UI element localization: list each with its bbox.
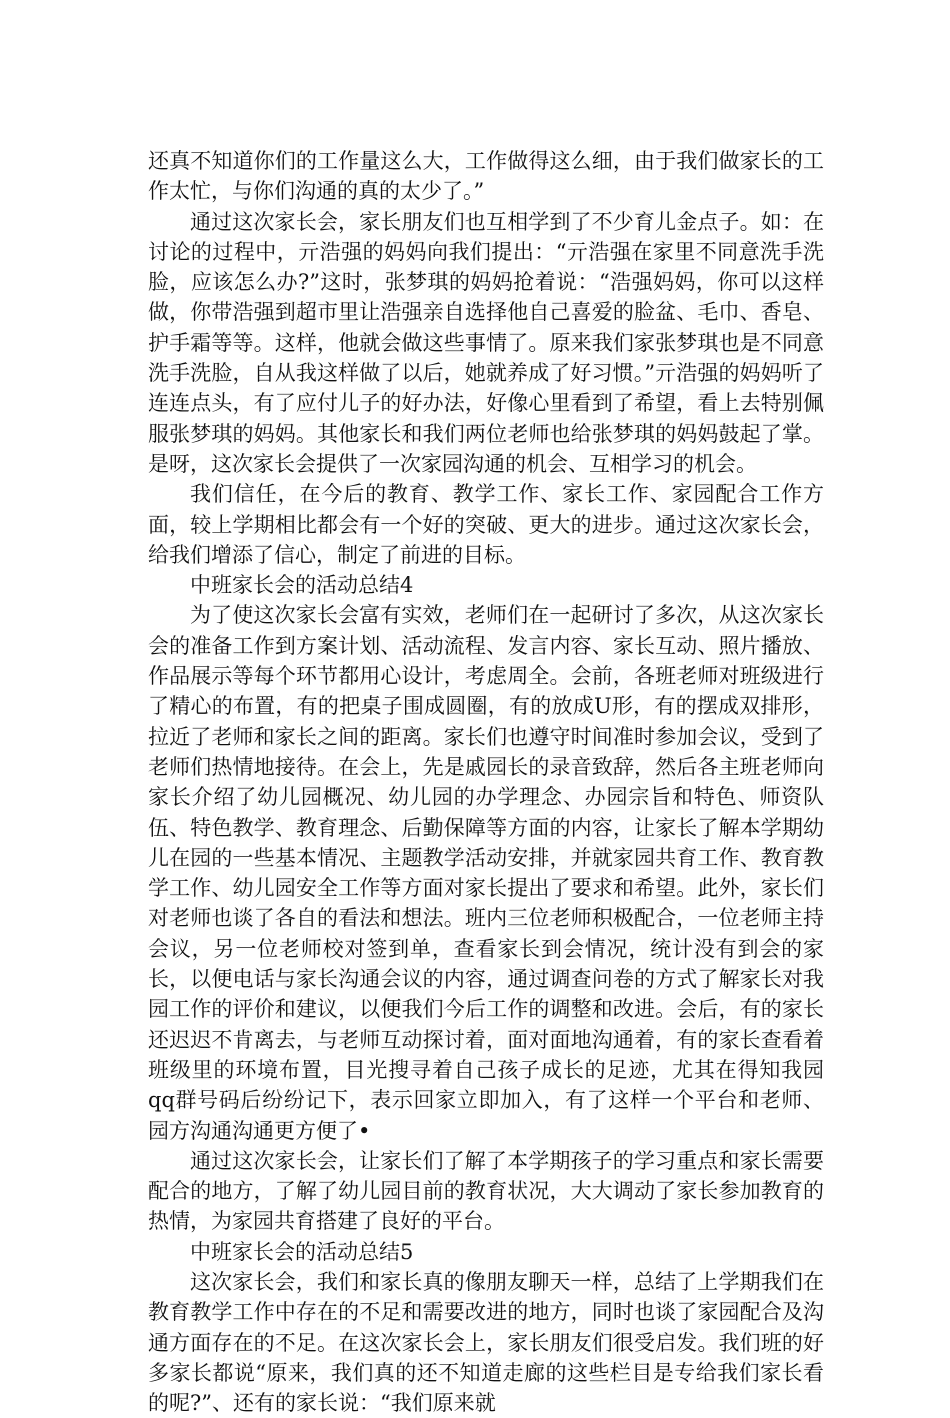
paragraph-friendly-chat: 这次家长会，我们和家长真的像朋友聊天一样，总结了上学期我们在教育教学工作中存在的不足和需要改进的地方，同时也谈了家园配合及沟通方面存在的不足。在这次家长会上，家长朋友们很受启发。我们班的好多家长都说“原来，我们真的还不知道走廊的这些栏目是专给我们家长看的呢?”、还有的家长说：“我们原来就 [148, 1269, 824, 1416]
paragraph-continuation: 还真不知道你们的工作量这么大，工作做得这么细，由于我们做家长的工作太忙，与你们沟通的真的太少了。” [148, 149, 824, 204]
section-heading-5: 中班家长会的活动总结5 [190, 1239, 414, 1264]
paragraph-confidence: 我们信任，在今后的教育、教学工作、家长工作、家园配合工作方面，较上学期相比都会有一个好的突破、更大的进步。通过这次家长会，给我们增添了信心，制定了前进的目标。 [148, 482, 824, 567]
document-body [148, 146, 824, 1418]
section-heading-4: 中班家长会的活动总结4 [190, 573, 414, 598]
paragraph-meeting-preparation: 为了使这次家长会富有实效，老师们在一起研讨了多次，从这次家长会的准备工作到方案计划、活动流程、发言内容、家长互动、照片播放、作品展示等每个环节都用心设计，考虑周全。会前，各班老师对班级进行了精心的布置，有的把桌子围成圆圈，有的放成U形，有的摆成双排形，拉近了老师和家长之间的距离。家长们也遵守时间准时参加会议，受到了老师们热情地接待。在会上，先是戚园长的录音致辞，然后各主班老师向家长介绍了幼儿园概况、幼儿园的办学理念、办园宗旨和特色、师资队伍、特色教学、教育理念、后勤保障等方面的内容，让家长了解本学期幼儿在园的一些基本情况、主题教学活动安排，并就家园共育工作、教育教学工作、幼儿园安全工作等方面对家长提出了要求和希望。此外，家长们对老师也谈了各自的看法和想法。班内三位老师积极配合，一位老师主持会议，另一位老师校对签到单，查看家长到会情况，统计没有到会的家长，以便电话与家长沟通会议的内容，通过调查问卷的方式了解家长对我园工作的评价和建议，以便我们今后工作的调整和改进。会后，有的家长还迟迟不肯离去，与老师互动探讨着，面对面地沟通着，有的家长查看着班级里的环境布置，目光搜寻着自己孩子成长的足迹，尤其在得知我园qq群号码后纷纷记下，表示回家立即加入，有了这样一个平台和老师、园方沟通沟通更方便了• [148, 603, 824, 1143]
paragraph-parents-tips: 通过这次家长会，家长朋友们也互相学到了不少育儿金点子。如：在讨论的过程中，亓浩强的妈妈向我们提出：“亓浩强在家里不同意洗手洗脸，应该怎么办?”这时，张梦琪的妈妈抢着说：“浩强妈妈，你可以这样做，你带浩强到超市里让浩强亲自选择他自己喜爱的脸盆、毛巾、香皂、护手霜等等。这样，他就会做这些事情了。原来我们家张梦琪也是不同意洗手洗脸，自从我这样做了以后，她就养成了好习惯。”亓浩强的妈妈听了连连点头，有了应付儿子的好办法，好像心里看到了希望，看上去特别佩服张梦琪的妈妈。其他家长和我们两位老师也给张梦琪的妈妈鼓起了掌。是呀，这次家长会提供了一次家园沟通的机会、互相学习的机会。 [148, 209, 824, 476]
paragraph-meeting-result: 通过这次家长会，让家长们了解了本学期孩子的学习重点和家长需要配合的地方，了解了幼儿园目前的教育状况，大大调动了家长参加教育的热情，为家园共育搭建了良好的平台。 [148, 1148, 824, 1234]
